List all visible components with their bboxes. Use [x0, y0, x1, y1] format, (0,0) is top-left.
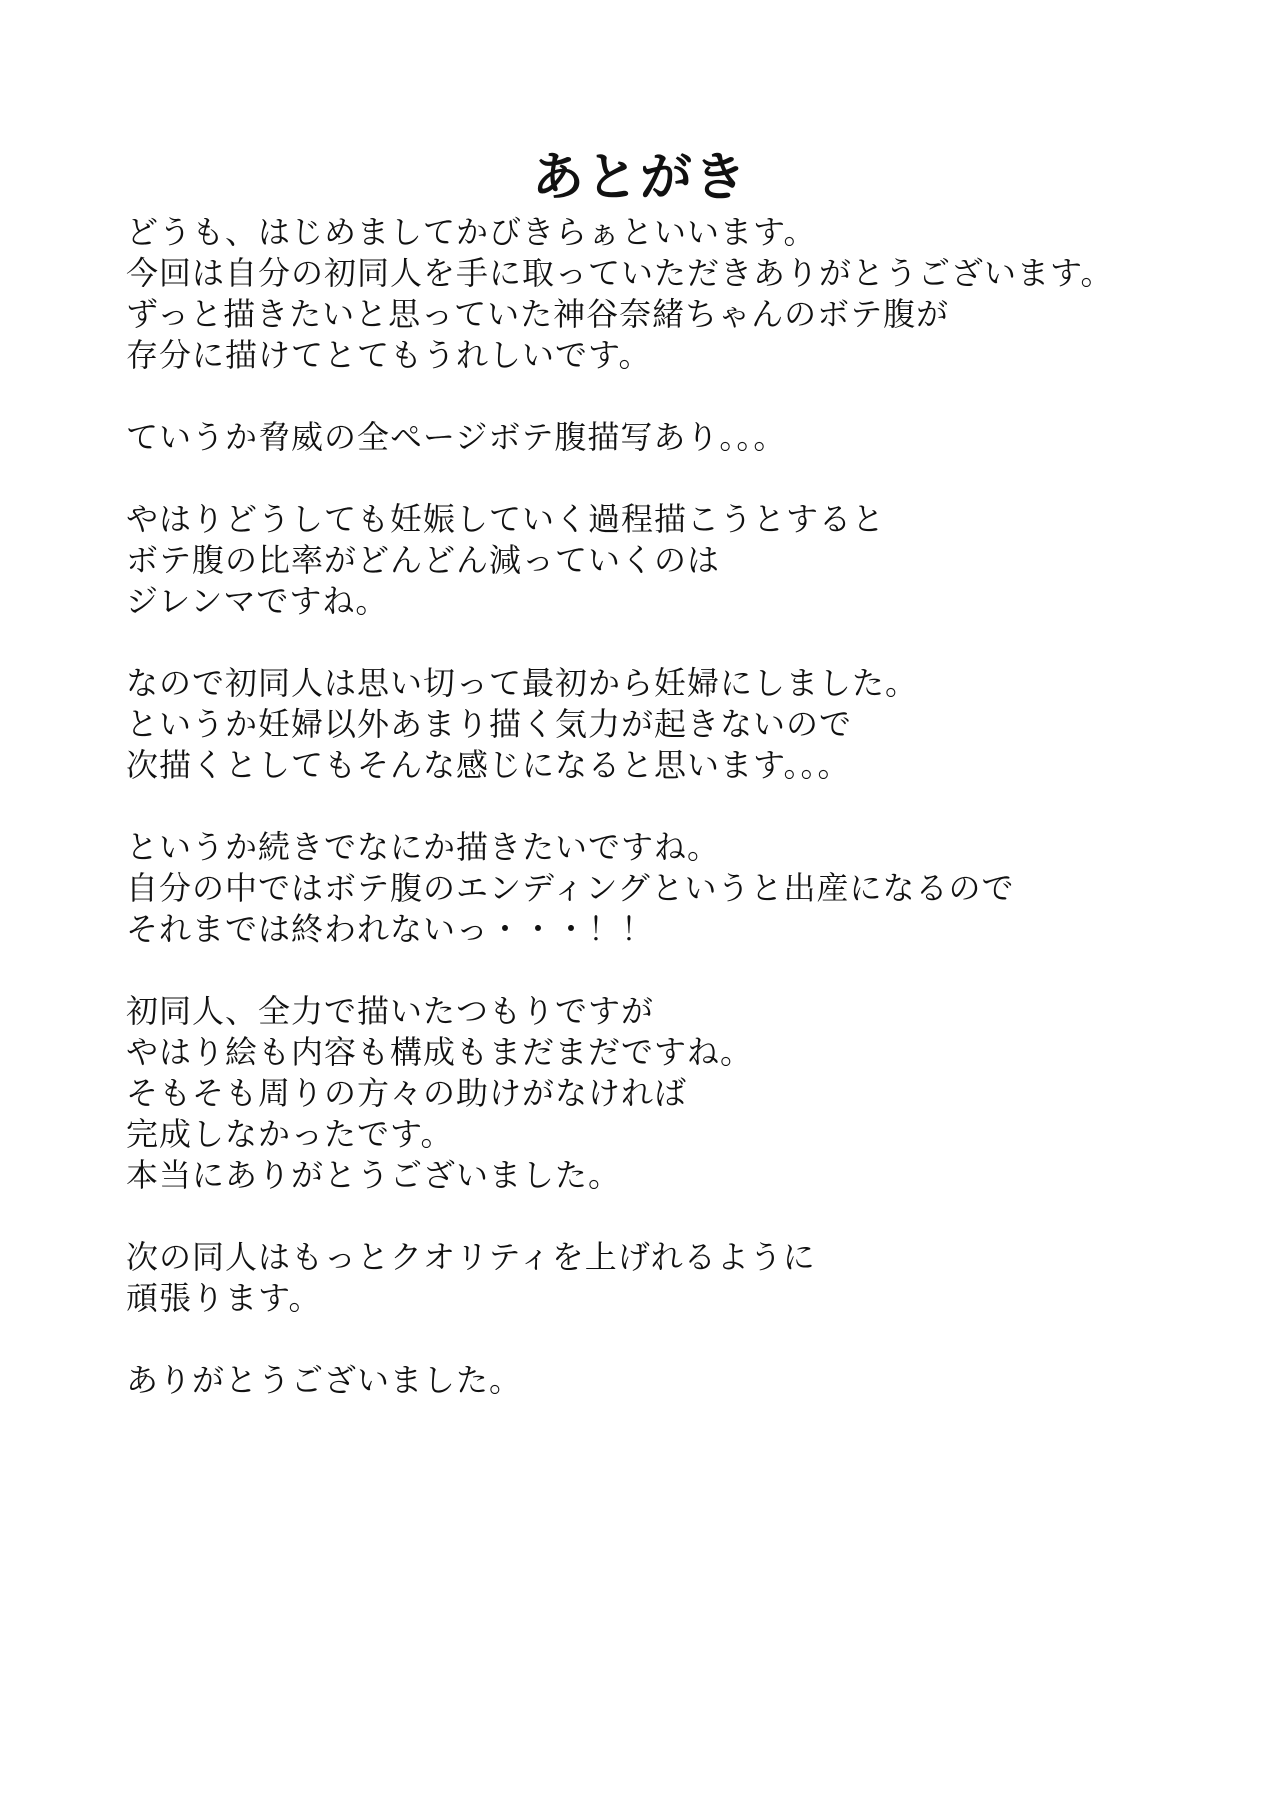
- paragraph: [126, 827, 1266, 950]
- paragraph-gap: [126, 1319, 1266, 1360]
- text-line: ありがとうございました。: [126, 1361, 523, 1399]
- text-line: なので初同人は思い切って最初から妊婦にしました。: [126, 664, 919, 702]
- paragraph: [126, 499, 1266, 622]
- text-line: 自分の中ではボテ腹のエンディングというと出産になるので: [126, 869, 1015, 907]
- page-title: あとがき: [531, 148, 748, 208]
- text-line: 初同人、全力で描いたつもりですが: [126, 992, 655, 1030]
- text-line: それまでは終われないっ・・・！！: [126, 910, 655, 948]
- paragraph: [126, 212, 1266, 376]
- text-line: やはり絵も内容も構成もまだまだですね。: [126, 1033, 754, 1071]
- paragraph: [126, 1360, 1266, 1401]
- paragraph-gap: [126, 376, 1266, 417]
- paragraph: [126, 417, 1266, 458]
- text-line: というか妊婦以外あまり描く気力が起きないので: [126, 705, 853, 743]
- text-line: というか続きでなにか描きたいですね。: [126, 828, 721, 866]
- paragraph-gap: [126, 786, 1266, 827]
- text-line: 本当にありがとうございました。: [126, 1156, 622, 1194]
- text-line: どうも、はじめましてかびきらぁといいます。: [126, 213, 817, 251]
- paragraph-gap: [126, 1196, 1266, 1237]
- text-line: そもそも周りの方々の助けがなければ: [126, 1074, 688, 1112]
- afterword-body: [126, 212, 1266, 1401]
- text-line: ていうか脅威の全ページボテ腹描写あり。。。: [126, 418, 787, 456]
- text-line: ボテ腹の比率がどんどん減っていくのは: [126, 541, 721, 579]
- text-line: 完成しなかったです。: [126, 1115, 454, 1153]
- paragraph: [126, 1237, 1266, 1319]
- paragraph: [126, 991, 1266, 1196]
- paragraph-gap: [126, 622, 1266, 663]
- text-line: 存分に描けてとてもうれしいです。: [126, 336, 652, 374]
- text-line: 次の同人はもっとクオリティを上げれるように: [126, 1238, 816, 1276]
- text-line: 今回は自分の初同人を手に取っていただきありがとうございます。: [126, 254, 1114, 292]
- text-line: ジレンマですね。: [126, 582, 389, 620]
- text-line: やはりどうしても妊娠していく過程描こうとすると: [126, 500, 886, 538]
- text-line: 頑張ります。: [126, 1279, 322, 1317]
- text-line: 次描くとしてもそんな感じになると思います。。。: [126, 746, 851, 784]
- paragraph-gap: [126, 950, 1266, 991]
- text-line: ずっと描きたいと思っていた神谷奈緒ちゃんのボテ腹が: [126, 295, 950, 333]
- paragraph: [126, 663, 1266, 786]
- paragraph-gap: [126, 458, 1266, 499]
